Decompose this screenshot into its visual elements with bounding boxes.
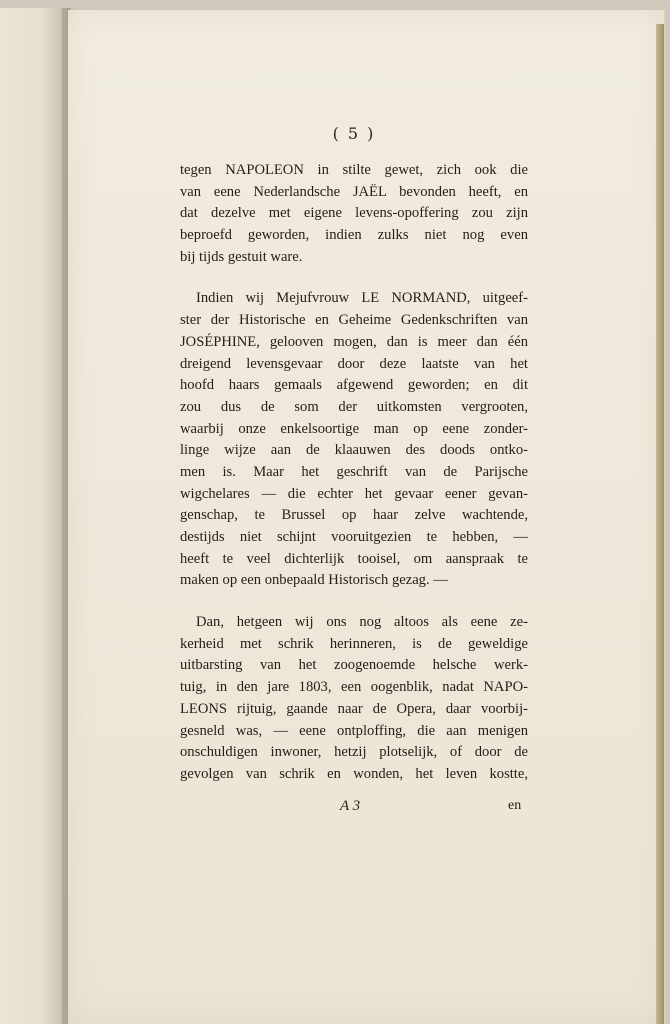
text-line: tegen NAPOLEON in stilte gewet, zich ook die xyxy=(180,162,528,178)
text-line: zou dus de som der uitkomsten vergrooten, xyxy=(180,398,528,415)
text-line: hoofd haars gemaals afgewend geworden; en dit xyxy=(180,377,528,394)
text-line: Dan, hetgeen wij ons nog altoos als eene ze- xyxy=(196,614,528,631)
text-line: bij tijds gestuit ware. xyxy=(180,248,303,265)
text-line: gesneld was, — eene ontploffing, die aan menigen xyxy=(180,722,528,739)
text-line: kerheid met schrik herinneren, is de geweldige xyxy=(180,635,528,652)
paragraph-gap xyxy=(180,268,528,288)
text-line: linge wijze aan de klaauwen des doods ontko- xyxy=(180,442,528,459)
page-edge xyxy=(656,24,664,1024)
text-line: onschuldigen inwoner, hetzij plotselijk, of door de xyxy=(180,744,528,761)
text-line: ster der Historische en Geheime Gedenkschriften van xyxy=(180,312,528,329)
body-text xyxy=(180,160,528,786)
text-line: genschap, te Brussel op haar zelve wachtende, xyxy=(180,507,528,524)
page-number: ( 5 ) xyxy=(332,124,376,143)
text-line: dat dezelve met eigene levens-opoffering zou zijn xyxy=(180,205,528,222)
left-page xyxy=(0,8,70,1024)
catchword: en xyxy=(508,798,522,813)
text-line: Indien wij Mejufvrouw LE NORMAND, uitgeef- xyxy=(196,290,528,307)
text-line: men is. Maar het geschrift van de Parijsche xyxy=(180,463,528,480)
text-line: destijds niet schijnt vooruitgezien te hebben, — xyxy=(180,529,528,545)
text-line: dreigend levensgevaar door deze laatste van het xyxy=(180,355,528,372)
text-line: van eene Nederlandsche JAËL bevonden heeft, en xyxy=(180,183,528,200)
text-line: wigchelares — die echter het gevaar eener gevan- xyxy=(180,485,528,502)
text-line: gevolgen van schrik en wonden, het leven kostte, xyxy=(180,765,528,782)
text-line: waarbij onze enkelsoortige man op eene zonder- xyxy=(180,420,528,437)
signature-mark: A 3 xyxy=(340,798,361,814)
text-line: uitbarsting van het zoogenoemde helsche werk- xyxy=(180,657,528,674)
text-line: JOSÉPHINE, gelooven mogen, dan is meer dan één xyxy=(180,333,528,350)
text-line: tuig, in den jare 1803, een oogenblik, nadat NAPO- xyxy=(180,679,528,696)
paragraph-gap xyxy=(180,592,528,612)
text-line: beproefd geworden, indien zulks niet nog even xyxy=(180,227,528,244)
text-line: maken op een onbepaald Historisch gezag. — xyxy=(180,572,448,589)
text-line: heeft te veel dichterlijk tooisel, om aanspraak te xyxy=(180,550,528,567)
text-line: LEONS rijtuig, gaande naar de Opera, daar voorbij- xyxy=(180,700,528,717)
